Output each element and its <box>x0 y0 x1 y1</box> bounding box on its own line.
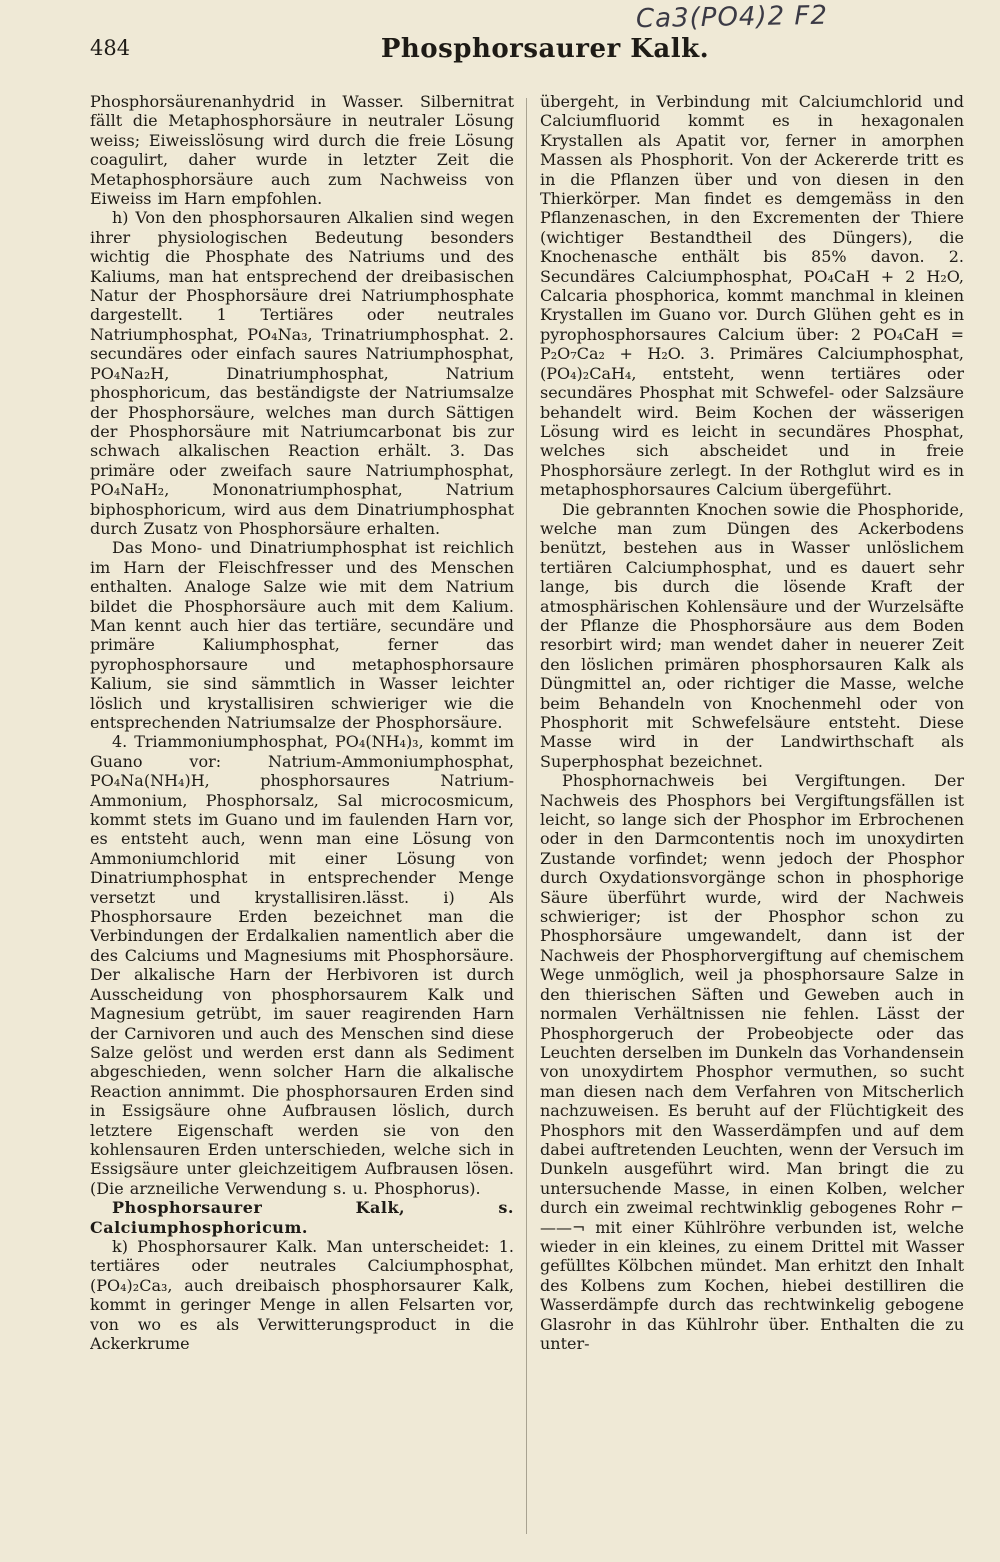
column-divider <box>526 98 527 1534</box>
right-column <box>540 92 964 1542</box>
entry-heading: Phosphorsaurer Kalk, s. Calciumphosphoricum. <box>90 1198 514 1237</box>
handwritten-annotation: Ca3(PO4)2 F2 <box>635 0 829 35</box>
paragraph: Phosphornachweis bei Vergiftungen. Der Nachweis des Phosphors bei Vergiftungsfällen ist leicht, so lange sich der Phosphor im Erbrochenen oder in den Darmcontentis noch im unoxydirten Zustande vorfindet; wenn jedoch der Phosphor durch Oxydationsvorgänge schon in phosphorige Säure überführt wurde, wird der Nachweis schwieriger; ist der Phosphor schon zu Phosphorsäure umgewandelt, dann ist der Nachweis der Phosphorvergiftung auf chemischem Wege unmöglich, weil ja phosphorsaure Salze in den thierischen Säften und Geweben auch in normalen Verhältnissen nie fehlen. Lässt der Phosphorgeruch der Probeobjecte oder das Leuchten derselben im Dunkeln das Vorhandensein von unoxydirtem Phosphor vermuthen, so sucht man diesen nach dem Verfahren von Mitscherlich nachzuweisen. Es beruht auf der Flüchtigkeit des Phosphors mit den Wasserdämpfen und auf dem dabei auftretenden Leuchten, wenn der Versuch im Dunkeln ausgeführt wird. Man bringt die zu untersuchende Masse, in einen Kolben, welcher durch ein zweimal rechtwinklig gebogenes Rohr ⌐——¬ mit einer Kühlröhre verbunden ist, welche wieder in ein kleines, zu einem Drittel mit Wasser gefülltes Kölbchen mündet. Man erhitzt den Inhalt des Kolbens zum Kochen, hiebei destilliren die Wasserdämpfe durch das rechtwinkelig gebogene Glasrohr in das Kühlrohr über. Enthalten die zu unter- <box>540 771 964 1353</box>
left-column <box>90 92 514 1542</box>
paragraph: h) Von den phosphorsauren Alkalien sind wegen ihrer physiologischen Bedeutung besonders wichtig die Phosphate des Natriums und des Kaliums, man hat entsprechend der dreibasischen Natur der Phosphorsäure drei Natriumphosphate dargestellt. 1 Tertiäres oder neutrales Natriumphosphat, PO₄Na₃, Trinatriumphosphat. 2. secundäres oder einfach saures Natriumphosphat, PO₄Na₂H, Dinatriumphosphat, Natrium phosphoricum, das beständigste der Natriumsalze der Phosphorsäure, welches man durch Sättigen der Phosphorsäure mit Natriumcarbonat bis zur schwach alkalischen Reaction erhält. 3. Das primäre oder zweifach saure Natriumphosphat, PO₄NaH₂, Mononatriumphosphat, Natrium biphosphoricum, wird aus dem Dinatriumphosphat durch Zusatz von Phosphorsäure erhalten. <box>90 208 514 538</box>
paragraph: Das Mono- und Dinatriumphosphat ist reichlich im Harn der Fleischfresser und des Menschen enthalten. Analoge Salze wie mit dem Natrium bildet die Phosphorsäure auch mit dem Kalium. Man kennt auch hier das tertiäre, secundäre und primäre Kaliumphosphat, ferner das pyrophosphorsaure und metaphosphorsaure Kalium, sie sind sämmtlich in Wasser leichter löslich und krystallisiren schwieriger wie die entsprechenden Natriumsalze der Phosphorsäure. <box>90 538 514 732</box>
paragraph: Die gebrannten Knochen sowie die Phosphoride, welche man zum Düngen des Ackerbodens benützt, bestehen aus in Wasser unlöslichem tertiären Calciumphosphat, und es dauert sehr lange, bis durch die lösende Kraft der atmosphärischen Kohlensäure und der Wurzelsäfte der Pflanze die Phosphorsäure aus dem Boden resorbirt wird; man wendet daher in neuerer Zeit den löslichen primären phosphorsauren Kalk als Düngmittel an, oder richtiger die Masse, welche beim Behandeln von Knochenmehl oder von Phosphorit mit Schwefelsäure entsteht. Diese Masse wird in der Landwirthschaft als Superphosphat bezeichnet. <box>540 499 964 771</box>
paragraph: Phosphorsäurenanhydrid in Wasser. Silbernitrat fällt die Metaphosphorsäure in neutraler Lösung weiss; Eiweisslösung wird durch die freie Lösung coagulirt, daher wurde in letzter Zeit die Metaphosphorsäure auch zum Nachweiss von Eiweiss im Harn empfohlen. <box>90 92 514 209</box>
paragraph: 4. Triammoniumphosphat, PO₄(NH₄)₃, kommt im Guano vor: Natrium-Ammoniumphosphat, PO₄Na(NH₄)H, phosphorsaures Natrium-Ammonium, Phosphorsalz, Sal microcosmicum, kommt stets im Guano und im faulenden Harn vor, es entsteht auch, wenn man eine Lösung von Ammoniumchlorid mit einer Lösung von Dinatriumphosphat in entsprechender Menge versetzt und krystallisiren.lässt. i) Als Phosphorsaure Erden bezeichnet man die Verbindungen der Erdalkalien namentlich aber die des Calciums und Magnesiums mit Phosphorsäure. Der alkalische Harn der Herbivoren ist durch Ausscheidung von phosphorsaurem Kalk und Magnesium getrübt, im sauer reagirenden Harn der Carnivoren und auch des Menschen sind diese Salze gelöst und werden erst dann als Sediment abgeschieden, wenn solcher Harn die alkalische Reaction annimmt. Die phosphorsauren Erden sind in Essigsäure ohne Aufbrausen löslich, durch letztere Eigenschaft werden sie von den kohlensauren Erden unterschieden, welche sich in Essigsäure unter gleichzeitigem Aufbrausen lösen. (Die arzneiliche Verwendung s. u. Phosphorus). <box>90 732 514 1198</box>
running-head-title: Phosphorsaurer Kalk. <box>380 34 710 64</box>
paragraph: k) Phosphorsaurer Kalk. Man unterscheidet: 1. tertiäres oder neutrales Calciumphosphat, (PO₄)₂Ca₃, auch dreibaisch phosphorsaurer Kalk, kommt in geringer Menge in allen Felsarten vor, von wo es als Verwitterungsproduct in die Ackerkrume <box>90 1236 514 1353</box>
page-number: 484 <box>90 36 131 60</box>
paragraph: übergeht, in Verbindung mit Calciumchlorid und Calciumfluorid kommt es in hexagonalen Krystallen als Apatit vor, ferner in amorphen Massen als Phosphorit. Von der Ackererde tritt es in die Pflanzen über und von diesen in den Thierkörper. Man findet es demgemäss in den Pflanzenaschen, in den Excrementen der Thiere (wichtiger Bestandtheil des Düngers), die Knochenasche enthält bis 85% davon. 2. Secundäres Calciumphosphat, PO₄CaH + 2 H₂O, Calcaria phosphorica, kommt manchmal in kleinen Krystallen im Guano vor. Durch Glühen geht es in pyrophosphorsaures Calcium über: 2 PO₄CaH = P₂O₇Ca₂ + H₂O. 3. Primäres Calciumphosphat, (PO₄)₂CaH₄, entsteht, wenn tertiäres oder secundäres Phosphat mit Schwefel- oder Salzsäure behandelt wird. Beim Kochen der wässerigen Lösung wird es leicht in secundäres Phosphat, welches sich abscheidet und in freie Phosphorsäure zerlegt. In der Rothglut wird es in metaphosphorsaures Calcium übergeführt. <box>540 92 964 500</box>
